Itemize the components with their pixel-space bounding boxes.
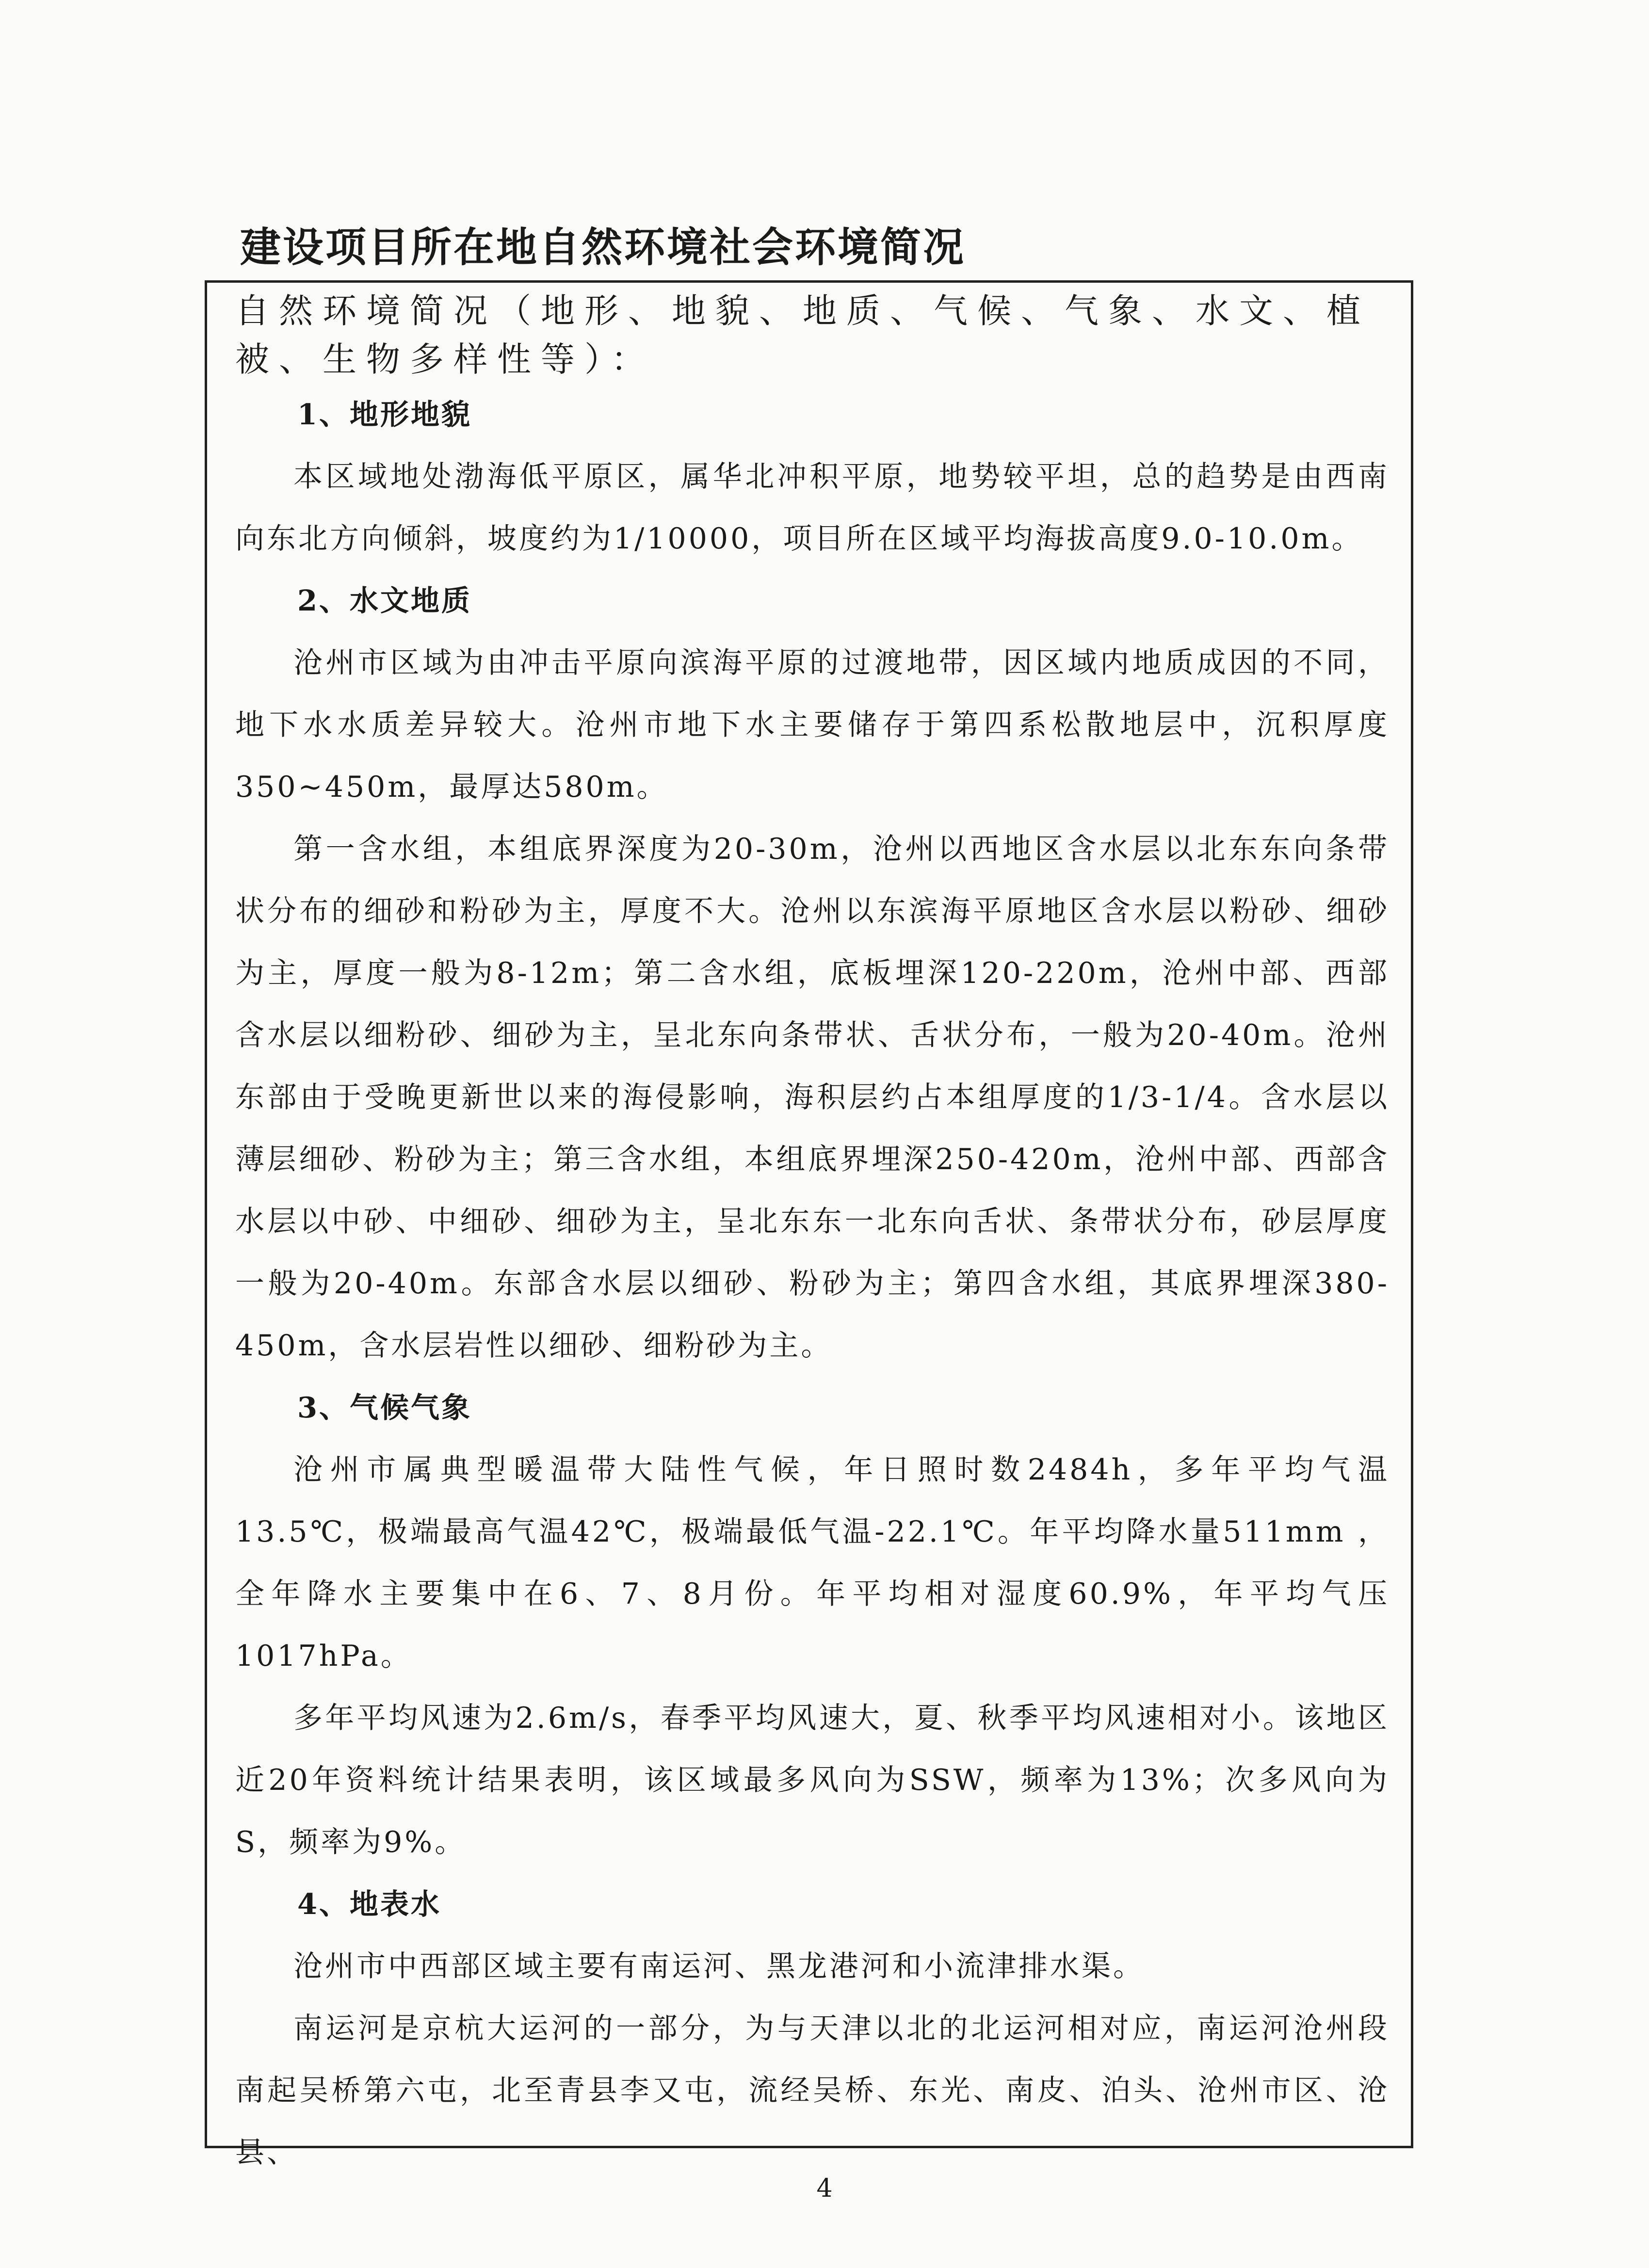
page-title: 建设项目所在地自然环境社会环境简况 — [240, 224, 966, 271]
paragraph: 第一含水组，本组底界深度为20-30m，沧州以西地区含水层以北东东向条带状分布的细砂和粉砂为主，厚度不大。沧州以东滨海平原地区含水层以粉砂、细砂为主，厚度一般为8-12m；第二含水组，底板埋深120-220m，沧州中部、西部含水层以细粉砂、细砂为主，呈北东向条带状、舌状分布，一般为20-40m。沧州东部由于受晚更新世以来的海侵影响，海积层约占本组厚度的1/3-1/4。含水层以薄层细砂、粉砂为主；第三含水组，本组底界埋深250-420m，沧州中部、西部含水层以中砂、中细砂、细砂为主，呈北东东一北东向舌状、条带状分布，砂层厚度一般为20-40m。东部含水层以细砂、粉砂为主；第四含水组，其底界埋深380-450m，含水层岩性以细砂、细粉砂为主。 — [235, 832, 1390, 1363]
paragraph: 本区域地处渤海低平原区，属华北冲积平原，地势较平坦，总的趋势是由西南向东北方向倾斜，坡度约为1/10000，项目所在区域平均海拔高度9.0-10.0m。 — [235, 460, 1390, 556]
paragraph: 多年平均风速为2.6m/s，春季平均风速大，夏、秋季平均风速相对小。该地区近20年资料统计结果表明，该区域最多风向为SSW，频率为13%；次多风向为S，频率为9%。 — [235, 1701, 1390, 1859]
paragraph: 南运河是京杭大运河的一部分，为与天津以北的北运河相对应，南运河沧州段南起吴桥第六屯，北至青县李又屯，流经吴桥、东光、南皮、泊头、沧州市区、沧县、 — [235, 2011, 1390, 2170]
section-heading-hydrogeology: 2、水文地质 — [297, 584, 472, 617]
section-heading-climate: 3、气候气象 — [297, 1391, 472, 1424]
section-heading-surface-water: 4、地表水 — [297, 1887, 442, 1921]
content-body — [235, 287, 1390, 2184]
paragraph: 沧州市中西部区域主要有南运河、黑龙港河和小流津排水渠。 — [293, 1949, 1145, 1983]
intro-text: 自然环境简况（地形、地貌、地质、气候、气象、水文、植被、生物多样性等）： — [235, 291, 1370, 379]
paragraph: 沧州市属典型暖温带大陆性气候，年日照时数2484h，多年平均气温13.5℃，极端最高气温42℃，极端最低气温-22.1℃。年平均降水量511mm ，全年降水主要集中在6、7、8月份。年平均相对湿度60.9%，年平均气压1017hPa。 — [235, 1453, 1390, 1673]
content-box — [205, 280, 1413, 2170]
section-heading-terrain: 1、地形地貌 — [297, 398, 472, 431]
paragraph: 沧州市区域为由冲击平原向滨海平原的过渡地带，因区域内地质成因的不同，地下水水质差异较大。沧州市地下水主要储存于第四系松散地层中，沉积厚度350~450m，最厚达580m。 — [235, 646, 1390, 804]
page-number: 4 — [816, 2174, 833, 2203]
